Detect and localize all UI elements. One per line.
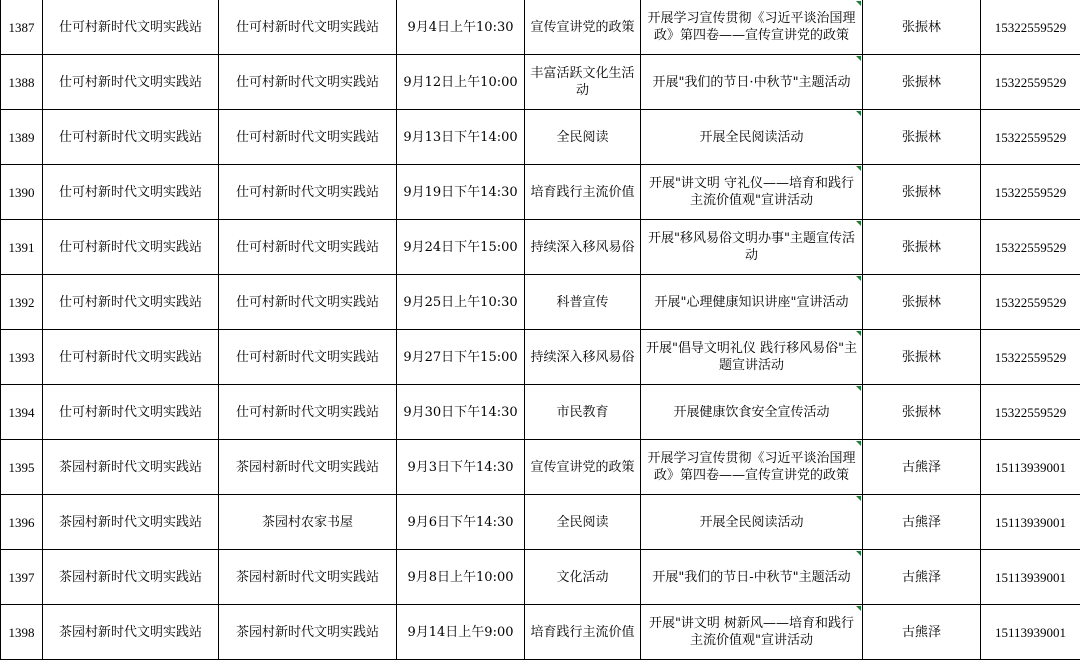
activity-time: 9月13日下午14:00: [397, 110, 525, 165]
venue-name: 茶园村农家书屋: [219, 495, 397, 550]
activity-time: 9月27日下午15:00: [397, 330, 525, 385]
contact-phone: 15322559529: [981, 110, 1080, 165]
activity-content: 开展"移风易俗文明办事"主题宣传活动: [641, 220, 863, 275]
station-name: 仕可村新时代文明实践站: [43, 220, 219, 275]
venue-name: 仕可村新时代文明实践站: [219, 110, 397, 165]
activity-content: 开展学习宣传贯彻《习近平谈治国理政》第四卷——宣传宣讲党的政策: [641, 440, 863, 495]
venue-name: 仕可村新时代文明实践站: [219, 220, 397, 275]
station-name: 仕可村新时代文明实践站: [43, 0, 219, 55]
contact-phone: 15322559529: [981, 330, 1080, 385]
activity-time: 9月30日下午14:30: [397, 385, 525, 440]
venue-name: 茶园村新时代文明实践站: [219, 550, 397, 605]
station-name: 茶园村新时代文明实践站: [43, 495, 219, 550]
table-row: [1, 550, 1080, 605]
activity-category: 宣传宣讲党的政策: [525, 440, 641, 495]
contact-person: 张振林: [863, 110, 981, 165]
row-number: 1398: [1, 605, 43, 660]
activity-time: 9月14日上午9:00: [397, 605, 525, 660]
activity-category: 科普宣传: [525, 275, 641, 330]
activity-content: 开展"我们的节日·中秋节"主题活动: [641, 55, 863, 110]
contact-person: 古熊泽: [863, 440, 981, 495]
contact-person: 张振林: [863, 165, 981, 220]
activity-time: 9月19日下午14:30: [397, 165, 525, 220]
row-number: 1391: [1, 220, 43, 275]
contact-phone: 15113939001: [981, 495, 1080, 550]
venue-name: 仕可村新时代文明实践站: [219, 275, 397, 330]
activity-time: 9月8日上午10:00: [397, 550, 525, 605]
activity-category: 文化活动: [525, 550, 641, 605]
venue-name: 仕可村新时代文明实践站: [219, 385, 397, 440]
contact-person: 张振林: [863, 275, 981, 330]
table-row: [1, 165, 1080, 220]
station-name: 仕可村新时代文明实践站: [43, 330, 219, 385]
contact-phone: 15322559529: [981, 385, 1080, 440]
activity-content: 开展"心理健康知识讲座"宣讲活动: [641, 275, 863, 330]
station-name: 仕可村新时代文明实践站: [43, 275, 219, 330]
contact-person: 张振林: [863, 0, 981, 55]
activity-time: 9月24日下午15:00: [397, 220, 525, 275]
activity-time: 9月3日下午14:30: [397, 440, 525, 495]
row-number: 1390: [1, 165, 43, 220]
row-number: 1393: [1, 330, 43, 385]
contact-phone: 15322559529: [981, 220, 1080, 275]
venue-name: 茶园村新时代文明实践站: [219, 440, 397, 495]
contact-phone: 15322559529: [981, 55, 1080, 110]
contact-person: 张振林: [863, 385, 981, 440]
table-row: [1, 385, 1080, 440]
activity-category: 培育践行主流价值: [525, 165, 641, 220]
station-name: 茶园村新时代文明实践站: [43, 605, 219, 660]
table-row: [1, 220, 1080, 275]
venue-name: 仕可村新时代文明实践站: [219, 330, 397, 385]
activity-time: 9月4日上午10:30: [397, 0, 525, 55]
activity-category: 市民教育: [525, 385, 641, 440]
contact-phone: 15322559529: [981, 275, 1080, 330]
table-body: [1, 0, 1080, 660]
contact-person: 古熊泽: [863, 605, 981, 660]
activity-content: 开展"讲文明 树新风——培育和践行主流价值观"宣讲活动: [641, 605, 863, 660]
contact-person: 张振林: [863, 220, 981, 275]
station-name: 仕可村新时代文明实践站: [43, 55, 219, 110]
activity-content: 开展"讲文明 守礼仪——培育和践行主流价值观"宣讲活动: [641, 165, 863, 220]
activity-category: 丰富活跃文化生活动: [525, 55, 641, 110]
table-row: [1, 275, 1080, 330]
row-number: 1394: [1, 385, 43, 440]
activity-content: 开展全民阅读活动: [641, 495, 863, 550]
table-row: [1, 0, 1080, 55]
station-name: 仕可村新时代文明实践站: [43, 110, 219, 165]
station-name: 仕可村新时代文明实践站: [43, 165, 219, 220]
contact-phone: 15113939001: [981, 550, 1080, 605]
row-number: 1392: [1, 275, 43, 330]
contact-phone: 15113939001: [981, 440, 1080, 495]
station-name: 茶园村新时代文明实践站: [43, 440, 219, 495]
table-row: [1, 605, 1080, 660]
activity-content: 开展学习宣传贯彻《习近平谈治国理政》第四卷——宣传宣讲党的政策: [641, 0, 863, 55]
contact-person: 古熊泽: [863, 495, 981, 550]
activity-content: 开展全民阅读活动: [641, 110, 863, 165]
activity-content: 开展"倡导文明礼仪 践行移风易俗"主题宣讲活动: [641, 330, 863, 385]
contact-phone: 15322559529: [981, 165, 1080, 220]
venue-name: 仕可村新时代文明实践站: [219, 55, 397, 110]
row-number: 1388: [1, 55, 43, 110]
contact-phone: 15322559529: [981, 0, 1080, 55]
contact-person: 张振林: [863, 55, 981, 110]
venue-name: 仕可村新时代文明实践站: [219, 0, 397, 55]
contact-phone: 15113939001: [981, 605, 1080, 660]
activity-category: 持续深入移风易俗: [525, 220, 641, 275]
row-number: 1396: [1, 495, 43, 550]
row-number: 1395: [1, 440, 43, 495]
table-row: [1, 495, 1080, 550]
activity-category: 持续深入移风易俗: [525, 330, 641, 385]
venue-name: 茶园村新时代文明实践站: [219, 605, 397, 660]
activity-category: 全民阅读: [525, 110, 641, 165]
table-row: [1, 55, 1080, 110]
table-row: [1, 330, 1080, 385]
activity-category: 宣传宣讲党的政策: [525, 0, 641, 55]
contact-person: 张振林: [863, 330, 981, 385]
activity-time: 9月25日上午10:30: [397, 275, 525, 330]
table-row: [1, 110, 1080, 165]
contact-person: 古熊泽: [863, 550, 981, 605]
activity-content: 开展健康饮食安全宣传活动: [641, 385, 863, 440]
row-number: 1397: [1, 550, 43, 605]
station-name: 茶园村新时代文明实践站: [43, 550, 219, 605]
activity-time: 9月12日上午10:00: [397, 55, 525, 110]
activity-content: 开展"我们的节日-中秋节"主题活动: [641, 550, 863, 605]
venue-name: 仕可村新时代文明实践站: [219, 165, 397, 220]
table-row: [1, 440, 1080, 495]
row-number: 1389: [1, 110, 43, 165]
station-name: 仕可村新时代文明实践站: [43, 385, 219, 440]
activity-category: 培育践行主流价值: [525, 605, 641, 660]
activity-time: 9月6日下午14:30: [397, 495, 525, 550]
row-number: 1387: [1, 0, 43, 55]
activity-category: 全民阅读: [525, 495, 641, 550]
